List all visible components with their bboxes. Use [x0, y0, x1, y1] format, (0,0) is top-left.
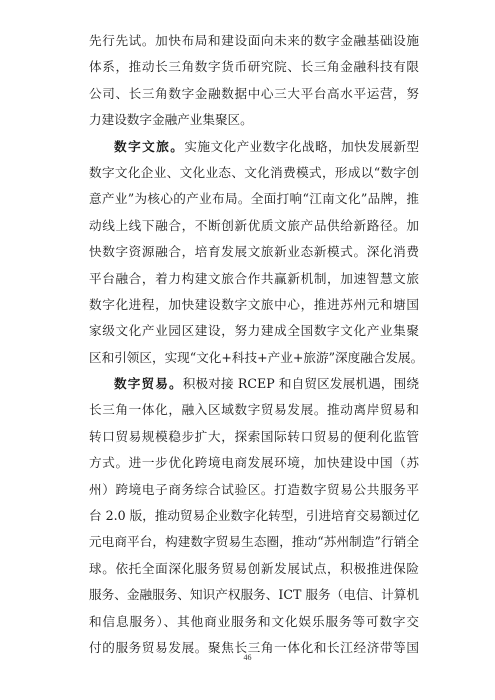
text-line: 球。依托全面深化服务贸易创新发展试点，积极推进保险	[89, 560, 419, 576]
text-line: 付的服务贸易发展。聚焦长三角一体化和长江经济带等国	[89, 639, 419, 655]
text-line: 服务、金融服务、知识产权服务、ICT 服务（电信、计算机	[89, 587, 419, 603]
text-line: 数字化进程，加快建设数字文旅中心，推进苏州元和塘国	[89, 296, 419, 312]
text-line: 州）跨境电子商务综合试验区。打造数字贸易公共服务平	[89, 481, 419, 497]
text-line: 长三角一体化，融入区域数字贸易发展。推动离岸贸易和	[89, 402, 419, 418]
body-text	[89, 28, 424, 661]
paragraph-first-line	[89, 371, 419, 397]
text-run: 积极对接 RCEP 和自贸区发展机遇，围绕	[182, 376, 419, 392]
text-line: 数字文化企业、文化业态、文化消费模式，形成以“数字创	[89, 164, 419, 180]
text-line: 意产业”为核心的产业布局。全面打响“江南文化”品牌，推	[89, 191, 419, 207]
section-heading: 数字贸易。	[114, 376, 183, 392]
text-line: 转口贸易规模稳步扩大，探索国际转口贸易的便利化监管	[89, 428, 419, 444]
text-line: 平台融合，着力构建文旅合作共赢新机制，加速智慧文旅	[89, 270, 419, 286]
text-line: 先行先试。加快布局和建设面向未来的数字金融基础设施	[89, 33, 419, 48]
section-heading: 数字文旅。	[114, 138, 185, 154]
text-line: 快数字资源融合，培育发展文旅新业态新模式。深化消费	[89, 244, 419, 260]
text-line: 力建设数字金融产业集聚区。	[89, 112, 253, 128]
text-line: 台 2.0 版，推动贸易企业数字化转型，引进培育交易额过亿	[89, 508, 420, 524]
text-line: 家级文化产业园区建设，努力建成全国数字文化产业集聚	[89, 323, 419, 339]
text-line: 体系，推动长三角数字货币研究院、长三角金融科技有限	[89, 59, 419, 75]
text-line: 元电商平台，构建数字贸易生态圈，推动“苏州制造”行销全	[89, 534, 419, 550]
text-line: 动线上线下融合，不断创新优质文旅产品供给新路径。加	[89, 217, 419, 233]
text-line: 方式。进一步优化跨境电商发展环境，加快建设中国（苏	[89, 455, 419, 471]
text-run: 实施文化产业数字化战略，加快发展新型	[184, 138, 420, 154]
paragraph-first-line	[89, 134, 419, 160]
text-line: 区和引领区，实现“文化+科技+产业+旅游”深度融合发展。	[89, 349, 424, 365]
text-line: 和信息服务）、其他商业服务和文化娱乐服务等可数字交	[89, 613, 419, 629]
page-number: 46	[243, 653, 252, 662]
text-line: 公司、长三角数字金融数据中心三大平台高水平运营，努	[89, 85, 419, 101]
